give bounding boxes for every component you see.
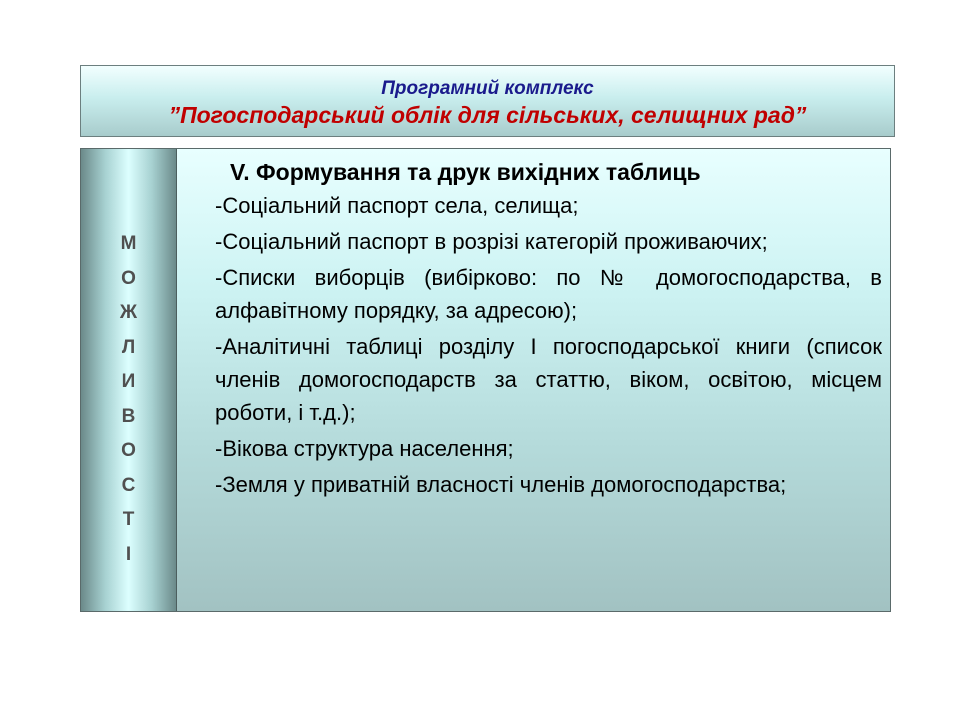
side-letter: И bbox=[121, 371, 136, 392]
section-title: V. Формування та друк вихідних таблиць bbox=[230, 159, 701, 185]
content-panel bbox=[80, 148, 891, 612]
title-banner bbox=[80, 65, 895, 137]
program-complex-label: Програмний комплекс bbox=[381, 78, 594, 99]
side-letter: Т bbox=[122, 509, 135, 530]
list-item: -Аналітичні таблиці розділу І погосподарської книги (список членів домогосподарств за статтю, віком, освітою, місцем роботи, і т.д.); bbox=[215, 334, 882, 425]
side-letter: М bbox=[120, 233, 137, 254]
side-letter: Ж bbox=[119, 302, 138, 323]
list-item: -Вікова структура населення; bbox=[215, 436, 514, 461]
vertical-word-mozhlyvosti bbox=[81, 227, 176, 572]
side-letter: О bbox=[121, 267, 136, 289]
list-item: -Соціальний паспорт села, селища; bbox=[215, 193, 579, 218]
side-letter: О bbox=[121, 440, 136, 461]
list-item: -Земля у приватній власності членів домогосподарства; bbox=[215, 472, 787, 497]
side-letter: І bbox=[125, 543, 132, 565]
vertical-side-strip bbox=[81, 149, 177, 611]
list-item: -Соціальний паспорт в розрізі категорій проживаючих; bbox=[215, 229, 768, 254]
side-letter: С bbox=[121, 474, 136, 496]
program-name-title: ”Погосподарський облік для сільських, селищних рад” bbox=[168, 102, 807, 128]
section-content bbox=[215, 155, 882, 504]
list-item: -Списки виборців (вибірково: по № домогосподарства, в алфавітному порядку, за адресою); bbox=[215, 265, 882, 323]
side-letter: В bbox=[121, 405, 136, 427]
side-letter: Л bbox=[121, 336, 136, 358]
